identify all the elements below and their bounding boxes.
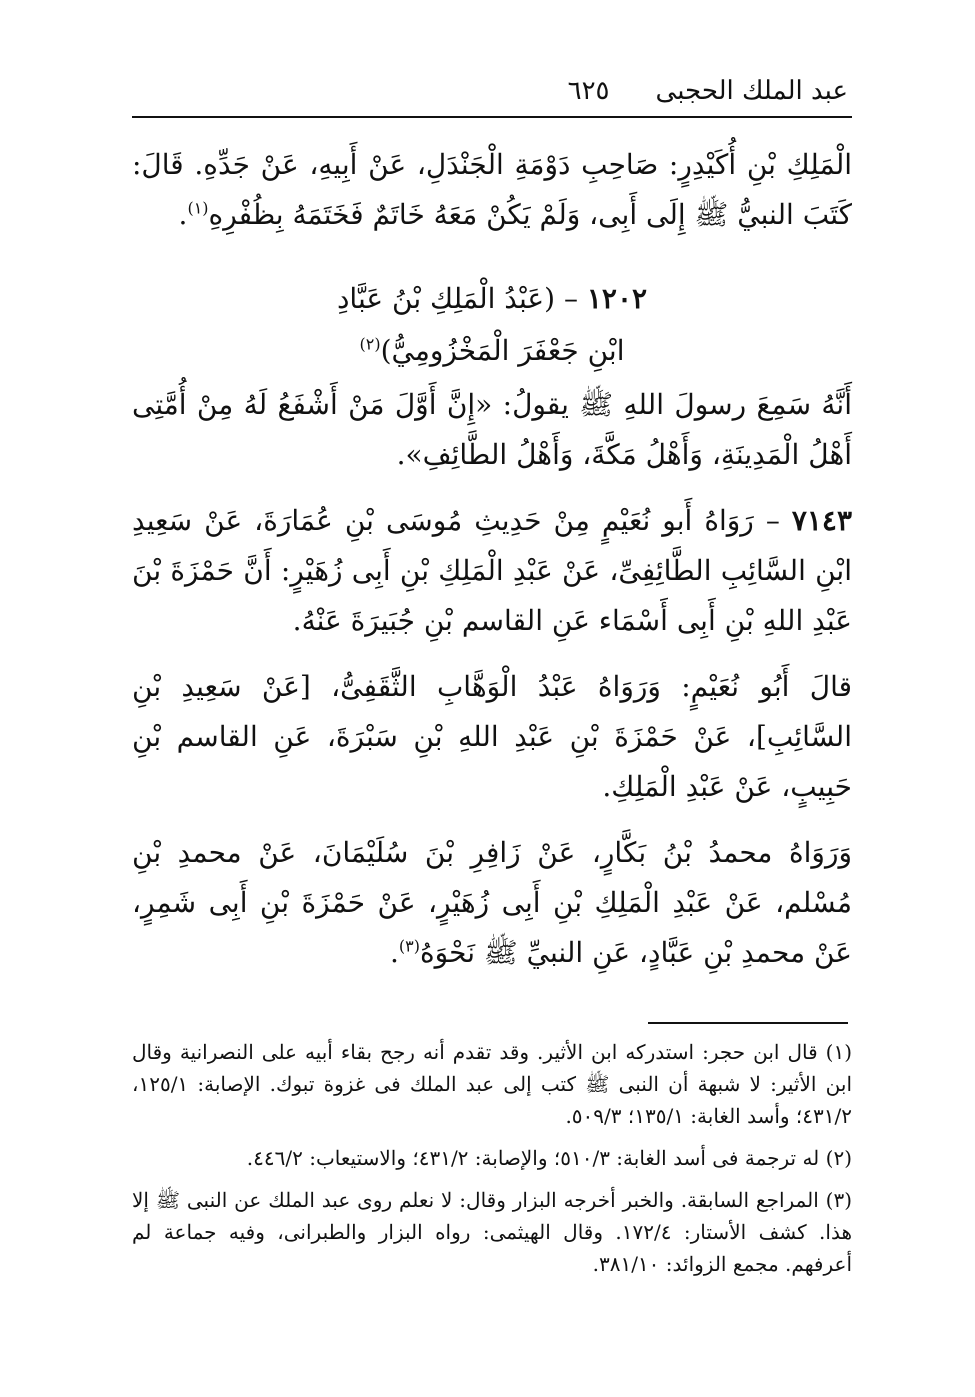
hadith-number: ٧١٤٣ xyxy=(791,504,852,537)
entry-name: (عَبْدُ الْمَلِكِ بْنُ عَبَّادِ xyxy=(336,282,556,315)
running-title: عبد الملك الحجبى xyxy=(655,76,848,106)
entry-heading-line2: ابْنِ جَعْفَرَ الْمَخْزُومِيُّ)$^{(٢)}$ xyxy=(359,334,625,367)
main-text xyxy=(132,140,852,994)
abu-nuaym-note: قالَ أَبُو نُعَيْمٍ: وَرَوَاهُ عَبْدُ الْوَهَّابِ الثَّقَفِىُّ، [عَنْ سَعِيدِ بْنِ السَّائِبِ]، عَنْ حَمْزَةَ بْنِ عَبْدِ اللهِ بْنِ سَبْرَةَ، عَنِ القاسم بْنِ حَبِيبٍ، عَنْ عَبْدِ الْمَلِكِ. xyxy=(132,670,852,803)
page-number: ٦٢٥ xyxy=(567,76,610,106)
hadith-text: أَنَّهُ سَمِعَ رسولَ اللهِ ﷺ يقولُ: «إِنَّ أَوَّلَ مَنْ أَشْفَعُ لَهُ مِنْ أُمَّتِى أَهْلُ الْمَدِينَةِ، وَأَهْلُ مَكَّةَ، وَأَهْلُ الطَّائِفِ». xyxy=(132,388,852,471)
page-header xyxy=(138,62,848,106)
header-rule xyxy=(132,116,852,118)
entry-number: ١٢٠٢ xyxy=(586,282,648,315)
entry-heading: ١٢٠٢ – (عَبْدُ الْمَلِكِ بْنُ عَبَّادِ xyxy=(336,282,648,315)
footnote-ref-3: (٣) xyxy=(398,936,421,956)
footnote-1: (١) قال ابن حجر: استدركه ابن الأثير. وقد تقدم أنه رجح بقاء أبيه على النصرانية وقال ابن الأثير: لا شبهة أن النبى ﷺ كتب إلى عبد الملك فى غزوة تبوك. الإصابة: ١٢٥/١، ٤٣١/٢؛ وأسد الغابة: ١٣٥/١؛ ٥٠٩/٣. xyxy=(132,1040,852,1128)
footnotes xyxy=(132,1036,852,1290)
alternate-chain: وَرَوَاهُ محمدُ بْنُ بَكَّارٍ، عَنْ زَافِرِ بْنَ سُلَيْمَانَ، عَنْ محمدِ بْنِ مُسْلم، عَنْ عَبْدِ الْمَلِكِ بْنِ أَبِى زُهَيْرٍ، عَنْ حَمْزَةَ بْنِ أَبِى شَمِرٍ، عَنْ محمدِ بْنِ عَبَّادٍ، عَنِ النبيِّ ﷺ نَحْوَهُ$^{(٣)}$. xyxy=(132,836,852,969)
footnote-2: (٢) له ترجمة فى أسد الغابة: ٥١٠/٣؛ والإصابة: ٤٣١/٢؛ والاستيعاب: ٤٤٦/٢. xyxy=(246,1146,852,1170)
paragraph-continuation: الْمَلِكِ بْنِ أُكَيْدِرٍ: صَاحِبِ دَوْمَةِ الْجَنْدَلِ، عَنْ أَبِيهِ، عَنْ جَدِّهِ. قَالَ: كَتَبَ النبيُّ ﷺ إِلَى أَبِى، وَلَمْ يَكُنْ مَعَهُ خَاتَمٌ فَخَتَمَهُ بِظُفْرِهِ$^{(١)}$. xyxy=(132,148,852,231)
hadith-narration: ٧١٤٣ – رَوَاهُ أَبو نُعَيْمٍ مِنْ حَدِيثِ مُوسَى بْنِ عُمَارَةَ، عَنْ سَعِيدِ ابْنِ السَّائِبِ الطَّائِفِىِّ، عَنْ عَبْدِ الْمَلِكِ بْنِ أَبِى زُهَيْرٍ: أَنَّ حَمْزَةَ بْنَ عَبْدِ اللهِ بْنِ أَبِى أَسْمَاء عَنِ القاسم بْنِ جُبَيرَةَ عَنْهُ. xyxy=(132,504,852,637)
footnote-rule xyxy=(648,1022,848,1024)
footnote-3: (٣) المراجع السابقة. والخبر أخرجه البزار وقال: لا نعلم روى عبد الملك عن النبى ﷺ إلا هذا. كشف الأستار: ١٧٢/٤. وقال الهيثمى: رواه البزار والطبرانى، وفيه جماعة لم أعرفهم. مجمع الزوائد: ٣٨١/١٠. xyxy=(132,1188,853,1276)
footnote-ref-1: (١) xyxy=(187,198,209,218)
footnote-ref-2: (٢) xyxy=(359,334,381,354)
